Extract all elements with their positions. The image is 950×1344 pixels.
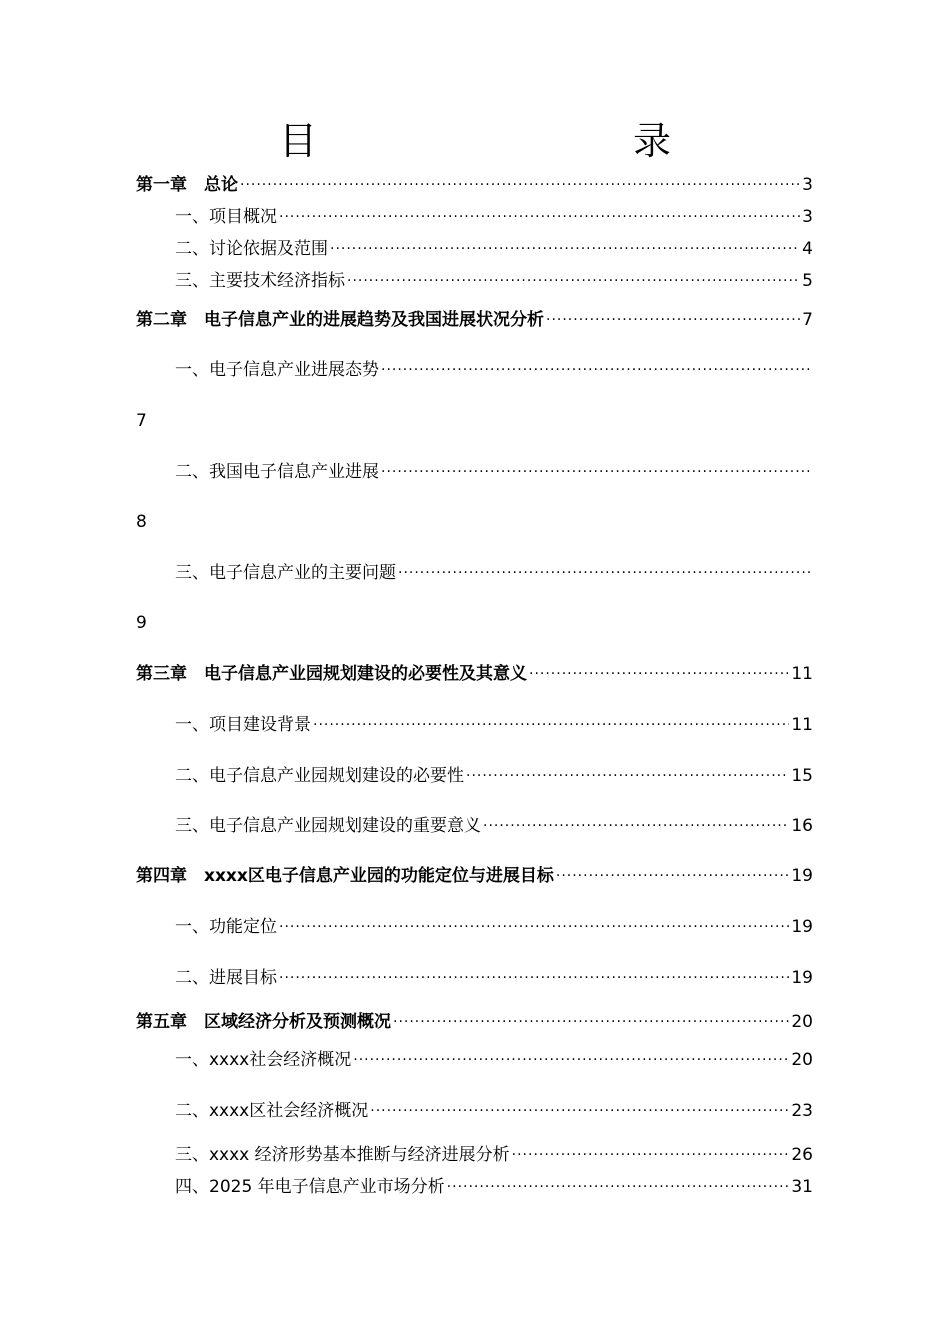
toc-page-number: 20 — [791, 1012, 813, 1032]
toc-section[interactable] — [175, 236, 813, 260]
toc-page-number: 5 — [802, 271, 813, 291]
toc-page-number: 26 — [791, 1145, 813, 1165]
toc-label: 第三章 电子信息产业园规划建设的必要性及其意义 — [136, 664, 527, 684]
toc-label: 第四章 xxxx区电子信息产业园的功能定位与进展目标 — [136, 866, 554, 886]
toc-chapter-3[interactable] — [136, 661, 813, 685]
toc-chapter-4[interactable] — [136, 863, 813, 887]
toc-section[interactable] — [175, 560, 813, 584]
leader-dots — [330, 238, 800, 260]
toc-section[interactable] — [175, 763, 813, 787]
toc-page-number: 3 — [802, 207, 813, 227]
leader-dots — [279, 967, 789, 989]
toc-label: 二、进展目标 — [175, 968, 277, 988]
page-title: 目 录 — [278, 119, 751, 163]
leader-dots — [447, 1176, 790, 1198]
leader-dots — [393, 1011, 789, 1033]
toc-page-number: 20 — [791, 1050, 813, 1070]
leader-dots — [353, 1049, 789, 1071]
toc-page-number: 11 — [791, 715, 813, 735]
toc-label: 第一章 总论 — [136, 175, 238, 195]
toc-label: 三、电子信息产业的主要问题 — [175, 563, 396, 583]
toc-page-number: 7 — [802, 310, 813, 330]
toc-section[interactable] — [175, 268, 813, 292]
leader-dots — [556, 865, 789, 887]
toc-page-number: 4 — [802, 239, 813, 259]
toc-label: 一、项目概况 — [175, 207, 277, 227]
toc-page-number: 8 — [136, 512, 147, 532]
toc-page-number: 16 — [791, 816, 813, 836]
toc-section[interactable] — [175, 712, 813, 736]
toc-page-number: 11 — [791, 664, 813, 684]
toc-label: 四、2025 年电子信息产业市场分析 — [175, 1177, 445, 1197]
toc-page-number: 23 — [791, 1101, 813, 1121]
toc-section[interactable] — [175, 813, 813, 837]
toc-page-number: 31 — [791, 1177, 813, 1197]
toc-label: 二、讨论依据及范围 — [175, 239, 328, 259]
toc-chapter-5[interactable] — [136, 1009, 813, 1033]
leader-dots — [279, 916, 789, 938]
leader-dots — [370, 1100, 789, 1122]
toc-label: 三、xxxx 经济形势基本推断与经济进展分析 — [175, 1145, 510, 1165]
toc-section[interactable] — [175, 459, 813, 483]
toc-section[interactable] — [175, 204, 813, 228]
toc-chapter-2[interactable] — [136, 307, 813, 331]
leader-dots — [512, 1144, 790, 1166]
toc-section[interactable] — [175, 1047, 813, 1071]
leader-dots — [483, 815, 789, 837]
toc-section[interactable] — [175, 1098, 813, 1122]
toc-label: 二、电子信息产业园规划建设的必要性 — [175, 766, 464, 786]
leader-dots — [381, 359, 811, 381]
toc-label: 三、电子信息产业园规划建设的重要意义 — [175, 816, 481, 836]
toc-section[interactable] — [175, 1142, 813, 1166]
toc-label: 二、xxxx区社会经济概况 — [175, 1101, 369, 1121]
toc-page-number: 19 — [791, 917, 813, 937]
toc-label: 第二章 电子信息产业的进展趋势及我国进展状况分析 — [136, 310, 544, 330]
toc-page-number: 19 — [791, 866, 813, 886]
leader-dots — [529, 663, 789, 685]
toc-section[interactable] — [175, 357, 813, 381]
leader-dots — [347, 270, 800, 292]
toc-label: 一、项目建设背景 — [175, 715, 311, 735]
toc-label: 三、主要技术经济指标 — [175, 271, 345, 291]
leader-dots — [381, 461, 811, 483]
toc-label: 一、xxxx社会经济概况 — [175, 1050, 352, 1070]
toc-label: 二、我国电子信息产业进展 — [175, 462, 379, 482]
toc-chapter-1[interactable] — [136, 172, 813, 196]
toc-page-number: 3 — [802, 175, 813, 195]
toc-label: 一、电子信息产业进展态势 — [175, 360, 379, 380]
toc-section[interactable] — [175, 914, 813, 938]
toc-page-number: 7 — [136, 411, 147, 431]
toc-label: 第五章 区域经济分析及预测概况 — [136, 1012, 391, 1032]
toc-page-number: 19 — [791, 968, 813, 988]
leader-dots — [398, 562, 811, 584]
leader-dots — [466, 765, 789, 787]
leader-dots — [279, 206, 800, 228]
leader-dots — [313, 714, 789, 736]
toc-page-number: 15 — [791, 766, 813, 786]
toc-page-number: 9 — [136, 613, 147, 633]
toc-section[interactable] — [175, 1174, 813, 1198]
leader-dots — [546, 309, 800, 331]
toc-section[interactable] — [175, 965, 813, 989]
leader-dots — [240, 174, 800, 196]
toc-label: 一、功能定位 — [175, 917, 277, 937]
